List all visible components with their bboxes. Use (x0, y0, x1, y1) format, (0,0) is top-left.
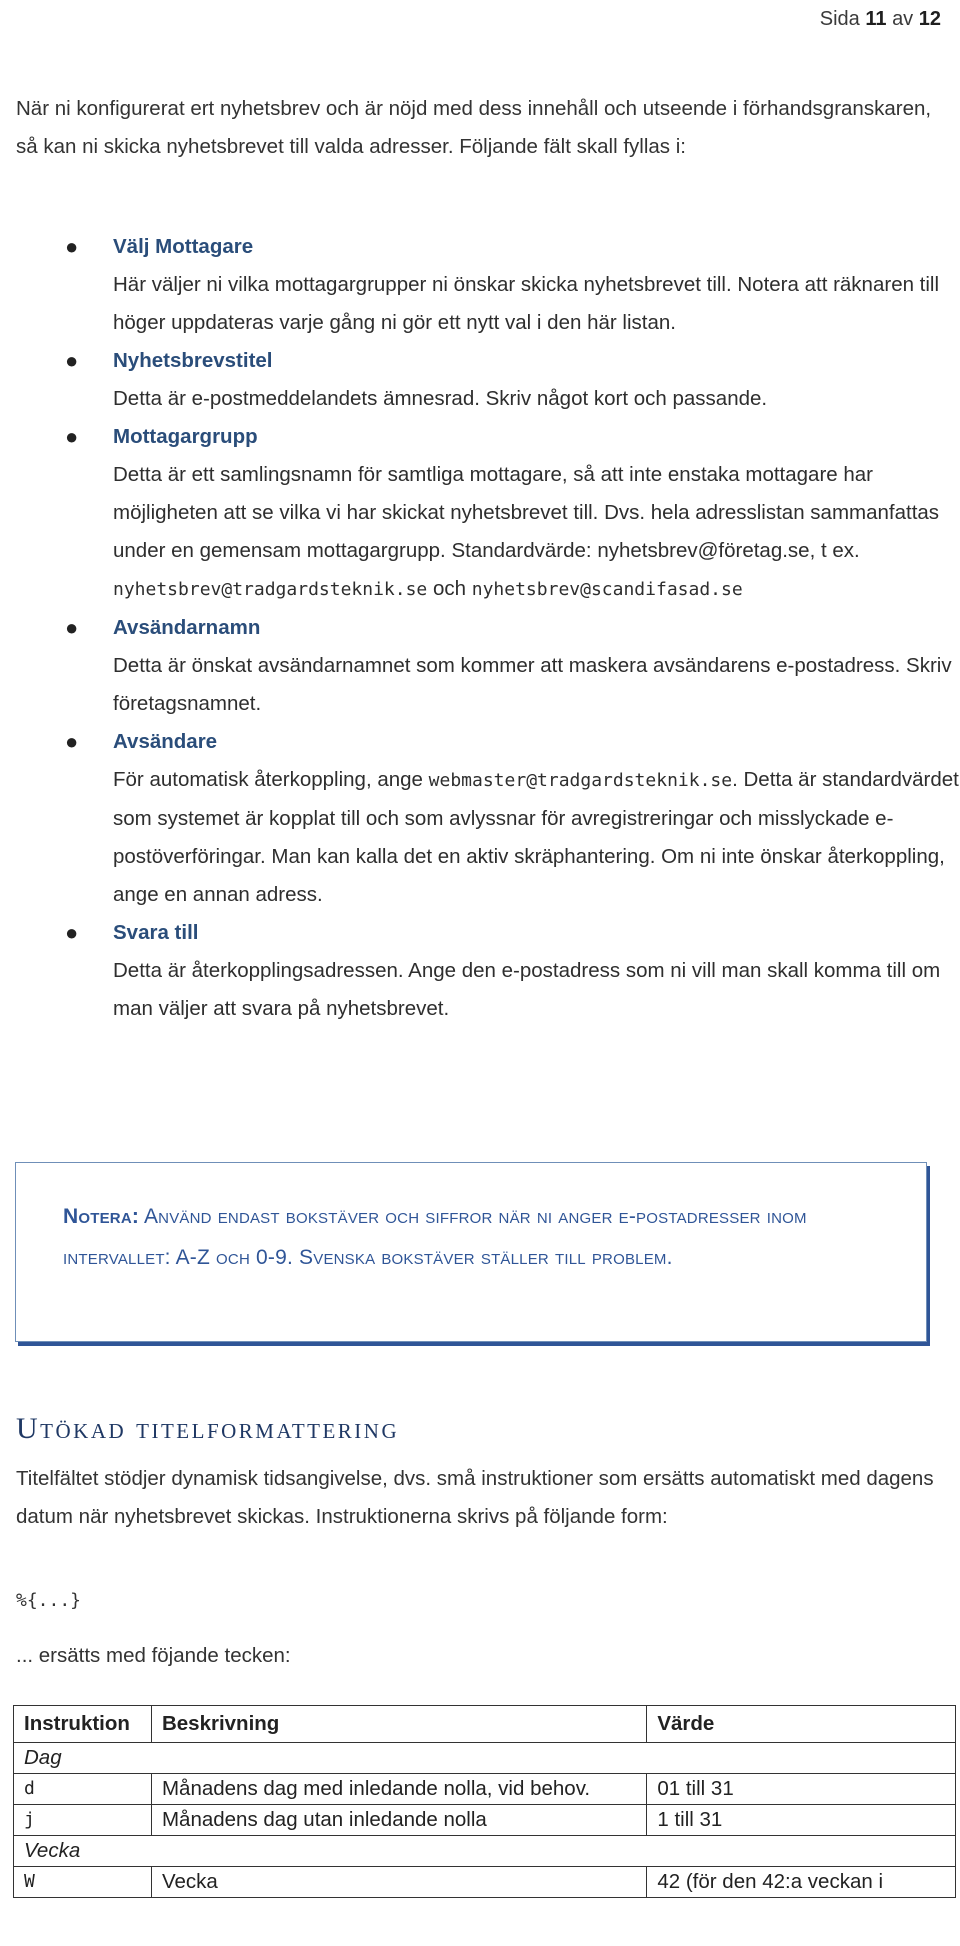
field-title: Avsändarnamn (113, 616, 261, 639)
desc-after: . Detta är standardvärdet som systemet är kopplat till och som avlyssnar för avregistreringar och misslyckade e-postöverföringar. Man kan kalla det en aktiv skräphantering. Om ni inte önskar återkoppling, ange en annan adress. (113, 768, 959, 906)
bullet-icon: ● (65, 920, 79, 945)
list-item (0, 228, 960, 342)
description-cell: Vecka (151, 1867, 646, 1898)
table-row (14, 1867, 956, 1898)
description-cell: Månadens dag utan inledande nolla (151, 1805, 646, 1836)
field-title: Välj Mottagare (113, 235, 254, 258)
section-label: Dag (14, 1743, 956, 1774)
field-title: Nyhetsbrevstitel (113, 349, 273, 372)
instruction-cell: d (14, 1774, 152, 1805)
field-description: Detta är e-postmeddelandets ämnesrad. Skriv något kort och passande. (113, 387, 768, 410)
replacement-intro: ... ersätts med föjande tecken: (16, 1644, 291, 1667)
example-email: nyhetsbrev@scandifasad.se (471, 579, 743, 600)
section-label: Vecka (14, 1836, 956, 1867)
list-item (0, 914, 960, 1028)
field-title: Svara till (113, 921, 199, 944)
table-row (14, 1774, 956, 1805)
field-description (113, 761, 960, 914)
intro-paragraph: När ni konfigurerat ert nyhetsbrev och är nöjd med dess innehåll och utseende i förhandsgranskaren, så kan ni skicka nyhetsbrevet till valda adresser. Följande fält skall fyllas i: (16, 97, 932, 158)
table-header-row (14, 1706, 956, 1743)
table-section-row (14, 1836, 956, 1867)
column-header: Instruktion (14, 1706, 152, 1743)
field-title: Avsändare (113, 730, 218, 753)
value-cell: 01 till 31 (647, 1774, 956, 1805)
field-list (0, 228, 960, 1028)
code-sample: %{...} (16, 1590, 82, 1611)
field-description: Detta är önskat avsändarnamnet som kommer att maskera avsändarens e-postadress. Skriv företagsnamnet. (113, 654, 952, 715)
bullet-icon: ● (65, 234, 79, 259)
list-item (0, 723, 960, 914)
value-cell: 1 till 31 (647, 1805, 956, 1836)
example-join: och (432, 577, 467, 600)
note-text (63, 1196, 883, 1278)
table-section-row (14, 1743, 956, 1774)
field-description: Här väljer ni vilka mottagargrupper ni önskar skicka nyhetsbrevet till. Notera att räknaren till höger uppdateras varje gång ni gör ett nytt val i den här listan. (113, 273, 940, 334)
page-number-header (820, 8, 941, 31)
example-email: nyhetsbrev@tradgardsteknik.se (113, 579, 428, 600)
webmaster-email: webmaster@tradgardsteknik.se (428, 770, 733, 791)
bullet-icon: ● (65, 424, 79, 449)
table-row (14, 1805, 956, 1836)
list-item (0, 342, 960, 418)
bullet-icon: ● (65, 348, 79, 373)
field-description: Detta är återkopplingsadressen. Ange den e-postadress som ni vill man skall komma till om man väljer att svara på nyhetsbrevet. (113, 959, 941, 1020)
value-cell: 42 (för den 42:a veckan i (647, 1867, 956, 1898)
description-cell: Månadens dag med inledande nolla, vid behov. (151, 1774, 646, 1805)
instruction-cell: W (14, 1867, 152, 1898)
field-description-text: Detta är ett samlingsnamn för samtliga mottagare, så att inte enstaka mottagare har möjligheten att se vilka vi har skickat nyhetsbrevet till. Dvs. hela adresslistan sammanfattas under en gemensam mottagargrupp. Standardvärde: nyhetsbrev@företag.se, t ex. (113, 463, 940, 562)
field-title: Mottagargrupp (113, 425, 258, 448)
page-of-label: av (892, 8, 914, 30)
bullet-icon: ● (65, 729, 79, 754)
note-box (15, 1162, 927, 1342)
list-item (0, 609, 960, 723)
page-total: 12 (918, 8, 941, 30)
instruction-cell: j (14, 1805, 152, 1836)
list-item (0, 418, 960, 609)
section-paragraph: Titelfältet stödjer dynamisk tidsangivelse, dvs. små instruktioner som ersätts automatiskt med dagens datum när nyhetsbrevet skickas. Instruktionerna skrivs på följande form: (16, 1467, 934, 1528)
note-lead: Notera: (63, 1205, 140, 1228)
note-body: Använd endast bokstäver och siffror när ni anger e-postadresser inom intervallet: A-Z och 0-9. Svenska bokstäver ställer till problem. (63, 1205, 807, 1269)
column-header: Beskrivning (151, 1706, 646, 1743)
instruction-table (13, 1705, 956, 1898)
desc-before: För automatisk återkoppling, ange (113, 768, 423, 791)
bullet-icon: ● (65, 615, 79, 640)
section-heading: Utökad titelformattering (16, 1412, 400, 1445)
field-description (113, 456, 960, 609)
page-label: Sida (819, 8, 860, 30)
column-header: Värde (647, 1706, 956, 1743)
page-current: 11 (865, 8, 887, 30)
